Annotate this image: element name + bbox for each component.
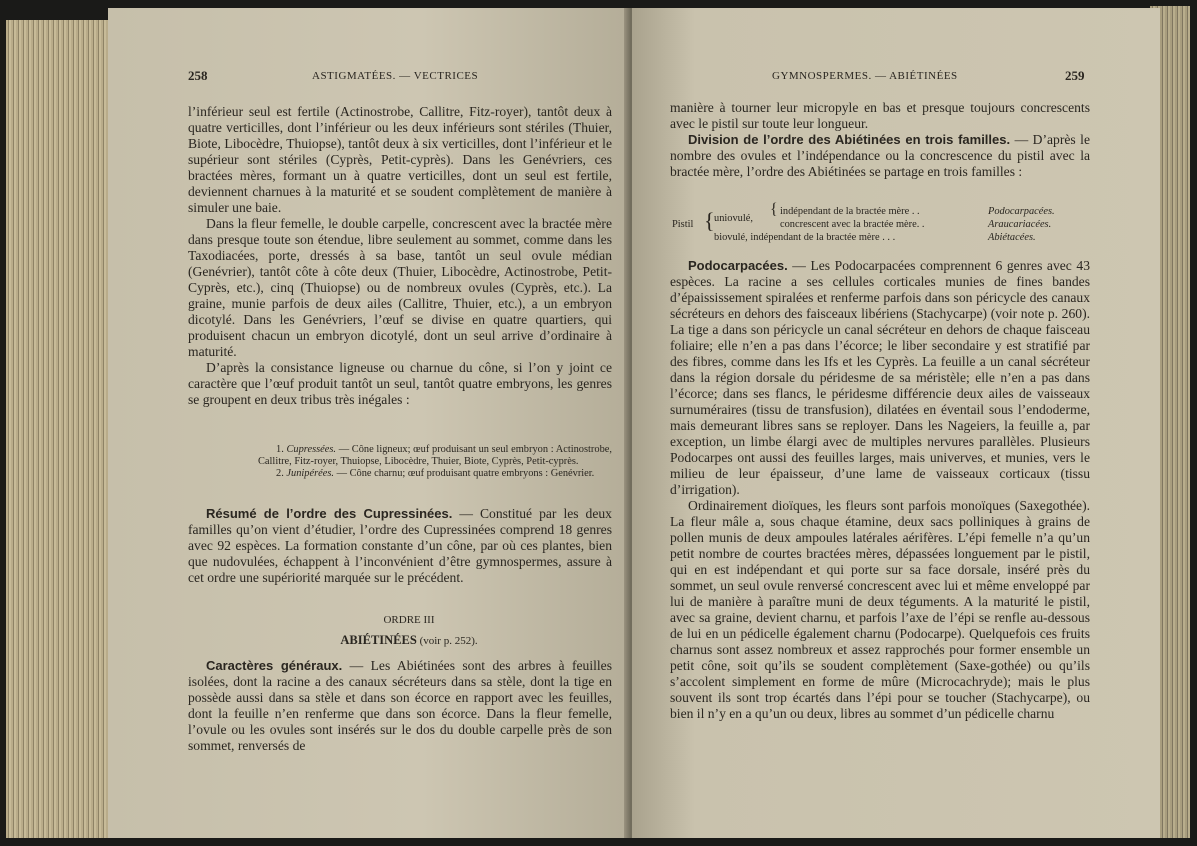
tribe-text: — Cône charnu; œuf produisant quatre embryons : Genévrier. bbox=[334, 468, 595, 479]
tribe-list bbox=[188, 444, 612, 480]
family-name: Abiétacées. bbox=[988, 232, 1036, 243]
family-name: Podocarpacées. bbox=[988, 206, 1055, 217]
section-text: — Constitué par les deux familles qu’on vient d’étudier, l’ordre des Cupressinées comprend 18 genres avec 92 espèces. La formation constante d’un cône, par où ces plantes, bien que nudovulées, échappent à l’inconvénient d’être gymnospermes, assure à cet ordre une supériorité marquée sur le précédent. bbox=[188, 506, 612, 585]
right-page bbox=[632, 8, 1160, 838]
section-text: — Les Podocarpacées comprennent 6 genres avec 43 espèces. La racine a ses cellules corticales munies de fines bandes d’épaississement spiralées et renferme parfois dans son péricycle des canaux sécréteurs en dehors des faisceaux libériens (Stachycarpe) (voir note p. 260). La tige a dans son péricycle un canal sécréteur en dehors de chaque faisceau foliaire; elle n’en a pas dans l’écorce; le liber secondaire y est stratifié par des fibres, comme dans les Ifs et les Cyprès. La feuille a un canal sécréteur dans la région dorsale du péridesme de sa méristèle; elle n’en a pas dans l’écorce; dans ses flancs, le péridesme différencie deux ailes de vaisseaux surnuméraires (tissu de transfusion), dilatées en éventail sous l’endoderme, mais demeurant libres sans se reployer. Dans les Nageiers, la feuille a, par exception, un limbe élargi avec de multiples nervures parallèles. Plusieurs Podocarpes ont aussi des feuilles larges, mais univerves, et munies, vers le milieu de leur épaisseur, d’une lame de vaisseaux corticaux (tissu d’irrigation). bbox=[670, 258, 1090, 497]
caracteres-section bbox=[188, 658, 612, 754]
table-row3-cond: biovulé, indépendant de la bractée mère . . . bbox=[714, 232, 896, 243]
paragraph: D’après la consistance ligneuse ou charnue du cône, si l’on y joint ce caractère que l’œuf produit tantôt un seul, tantôt quatre embryons, les genres se groupent en deux tribus très inégales : bbox=[188, 360, 612, 407]
order-label: ORDRE III bbox=[383, 614, 435, 626]
brace-large: { bbox=[704, 208, 715, 233]
order-title-line bbox=[188, 632, 612, 649]
tribe-name: Junipérées. bbox=[286, 468, 334, 479]
running-head: GYMNOSPERMES. — ABIÉTINÉES bbox=[772, 70, 958, 82]
list-item: 2. Junipérées. — Cône charnu; œuf produisant quatre embryons : Genévrier. bbox=[276, 468, 595, 479]
table-pistil: Pistil bbox=[672, 219, 694, 230]
tribe-text: — Cône ligneux; œuf produisant un seul embryon : Actinostrobe, Callitre, Fitz-royer, Thuiopse, Libocèdre, Thuier, Biote, Cyprès, Petit-cyprès. bbox=[258, 444, 612, 467]
table-row2-family bbox=[988, 219, 1051, 232]
order-heading bbox=[188, 612, 612, 649]
section-text: — Les Abiétinées sont des arbres à feuilles isolées, dont la racine a des canaux sécréteurs dans sa stèle, dont la tige en possède aussi dans sa stèle et dans son écorce en rapport avec les feuilles, dont la feuille n’en renferme que dans son écorce. Dans la fleur femelle, l’ovule ou les ovules sont insérés sur le dos du double carpelle près de son sommet, renversés de bbox=[188, 658, 612, 753]
paragraph bbox=[188, 506, 612, 586]
paragraph: manière à tourner leur micropyle en bas et presque toujours concrescents avec le pistil sur toute leur longueur. bbox=[670, 100, 1090, 131]
brace-small: { bbox=[770, 201, 778, 218]
table-row1-cond: indépendant de la bractée mère . . bbox=[780, 206, 920, 217]
page-number: 259 bbox=[1065, 68, 1085, 83]
family-division-table bbox=[670, 202, 1090, 250]
table-uniovule: uniovulé, bbox=[714, 213, 753, 224]
paragraph: l’inférieur seul est fertile (Actinostrobe, Callitre, Fitz-royer), tantôt deux à quatre verticilles, dont l’inférieur ou les deux inférieurs sont stériles (Thuier, Biote, Libocèdre, Thuiopse), tantôt deux à six verticilles, dont l’inférieur et le supérieur sont stériles (Cyprès, Petit-cyprès). Dans les Genévriers, ces bractées mères, formant un à quatre verticilles, dont un seul est fertile, deviennent charnues à la maturité et se soudent complètement de manière à simuler une baie. bbox=[188, 104, 612, 215]
table-row3-family bbox=[988, 232, 1036, 245]
section-text: — D’après le nombre des ovules et l’indépendance ou la concrescence du pistil avec la bractée mère, l’ordre des Abiétinées se partage en trois familles : bbox=[670, 132, 1090, 179]
order-title: ABIÉTINÉES bbox=[340, 633, 417, 647]
podocarpacees-section bbox=[670, 258, 1090, 722]
list-item: 1. Cupressées. — Cône ligneux; œuf produisant un seul embryon : Actinostrobe, Callitre, Fitz-royer, Thuiopse, Libocèdre, Thuier, Biote, Cyprès, Petit-cyprès. bbox=[258, 444, 612, 467]
paragraph bbox=[670, 132, 1090, 180]
page-number: 258 bbox=[188, 68, 208, 83]
section-heading: Caractères généraux. bbox=[206, 658, 343, 673]
left-text-top bbox=[188, 104, 612, 408]
tribe-name: Cupressées. bbox=[286, 444, 337, 455]
page-edges-left bbox=[6, 20, 116, 838]
left-page bbox=[108, 8, 630, 838]
family-name: Araucariacées. bbox=[988, 219, 1052, 230]
paragraph bbox=[670, 258, 1090, 498]
paragraph: Ordinairement dioïques, les fleurs sont parfois monoïques (Saxegothée). La fleur mâle a, sous chaque étamine, deux sacs polliniques à grains de pollen munis de deux ampoules latérales aérifères. L’épi femelle n’a qu’un petit nombre de courtes bractées mères, dépassées longuement par le pistil, qui en est indépendant et qui porte sur sa face dorsale, inséré près du sommet, un seul ovule renversé concrescent avec lui et même enveloppé par lui de manière à paraître muni de deux téguments. A la maturité le pistil, avec sa graine, devient charnu, et parfois l’axe de l’épi se renfle au-dessous de lui en un pédicelle également charnu (Podocarpe). Quelquefois ces fruits charnus sont assez nombreux et assez rapprochés pour former ensemble un petit cône, soit qu’ils se soudent complètement (Saxe-gothée) ou qu’ils s’accolent simplement en forme de mûre (Microcachryde); mais le plus souvent ils sont trop écartés dans l’épi pour se toucher (Stachycarpe), ou bien il n’y en a qu’un ou deux, libres au sommet d’un pédicelle charnu bbox=[670, 498, 1090, 721]
order-ref: (voir p. 252). bbox=[416, 635, 478, 647]
table-row1-family bbox=[988, 206, 1055, 219]
section-heading: Résumé de l’ordre des Cupressinées. bbox=[206, 506, 453, 521]
section-heading: Division de l’ordre des Abiétinées en trois familles. bbox=[688, 132, 1011, 147]
table-row2-cond: concrescent avec la bractée mère. . bbox=[780, 219, 925, 230]
paragraph: Dans la fleur femelle, le double carpelle, concrescent avec la bractée mère dans presque toute son étendue, libre seulement au sommet, comme dans les Taxodiacées, porte, dressés à sa base, tantôt un seul ovule médian (Genévrier), tantôt côte à côte deux (Thuier, Libocèdre, Actinostrobe, Petit-Cyprès, etc.), cinq (Thuiopse) ou de nombreux ovules (Cyprès, etc.). La graine, munie parfois de deux ailes (Callitre, Thuier, etc.), a un embryon dicotylé. Dans les Genévriers, l’œuf se divise en quatre quartiers, qui produisent chacun un embryon dicotylé, dont un seul arrive d’ordinaire à maturité. bbox=[188, 216, 612, 359]
paragraph bbox=[188, 658, 612, 754]
right-text-top bbox=[670, 100, 1090, 180]
resume-section bbox=[188, 506, 612, 586]
running-head: ASTIGMATÉES. — VECTRICES bbox=[312, 70, 479, 82]
section-heading: Podocarpacées. bbox=[688, 258, 788, 273]
